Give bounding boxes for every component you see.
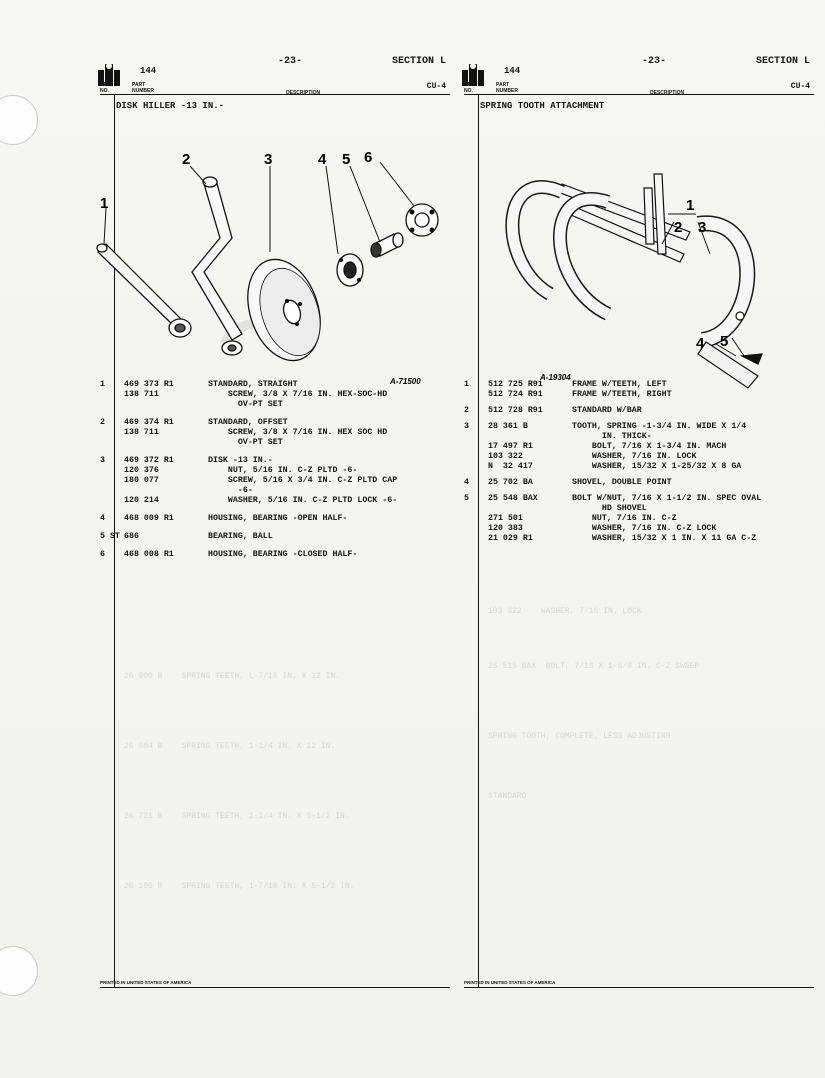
parts-entry	[100, 418, 450, 448]
parts-row	[464, 462, 814, 472]
parts-entry	[464, 422, 814, 472]
part-description: NUT, 7/16 IN. C-Z	[572, 514, 677, 523]
ref-number: 2	[100, 418, 105, 427]
header-rule	[464, 94, 814, 95]
bleed-through-text: STANDARD	[488, 792, 527, 801]
part-number: N 32 417	[488, 462, 533, 471]
part-description: SCREW, 3/8 X 7/16 IN. HEX SOC HD	[208, 428, 388, 437]
callout-2: 2	[674, 219, 683, 236]
part-number: 469 373 R1	[124, 380, 174, 389]
parts-entry	[100, 550, 450, 560]
parts-entry	[100, 532, 450, 542]
part-number: 28 361 B	[488, 422, 528, 431]
part-description: OV-PT SET	[208, 400, 283, 409]
part-description: DISK -13 IN.-	[208, 456, 273, 465]
bleed-through-text: 103 322 WASHER, 7/16 IN. LOCK	[488, 607, 642, 616]
part-number: 686	[124, 532, 139, 541]
part-description: -6-	[208, 486, 253, 495]
callout-4: 4	[318, 151, 327, 168]
parts-row	[100, 400, 450, 410]
part-number: 138 711	[124, 428, 159, 437]
parts-row	[100, 390, 450, 400]
part-number: 138 711	[124, 390, 159, 399]
parts-row	[464, 452, 814, 462]
parts-row	[100, 466, 450, 476]
part-description: SCREW, 5/16 X 3/4 IN. C-Z PLTD CAP	[208, 476, 398, 485]
parts-row	[464, 478, 814, 488]
part-number: 271 501	[488, 514, 523, 523]
part-description: WASHER, 15/32 X 1 IN. X 11 GA C-Z	[572, 534, 757, 543]
parts-row	[464, 422, 814, 432]
callout-3: 3	[264, 151, 273, 168]
page-number: -23-	[642, 56, 667, 67]
parts-row	[464, 442, 814, 452]
part-number: 180 077	[124, 476, 159, 485]
spring-tooth-figure	[458, 144, 814, 394]
parts-row	[100, 438, 450, 448]
disk-hiller-figure	[94, 144, 450, 394]
bleed-through-text: 26 105 B SPRING TEETH, 1-7/16 IN. X 5-1/2 IN.	[124, 882, 355, 891]
parts-entry	[464, 478, 814, 488]
part-number: 468 008 R1	[124, 550, 174, 559]
part-description: HOUSING, BEARING -CLOSED HALF-	[208, 550, 358, 559]
ref-number: 3	[464, 422, 469, 431]
header-rule	[100, 94, 450, 95]
ref-number: 2	[464, 406, 469, 415]
ref-number: 6	[100, 550, 105, 559]
col-header-part: PART NUMBER	[132, 82, 154, 94]
part-number: 469 374 R1	[124, 418, 174, 427]
part-description: IN. THICK-	[572, 432, 652, 441]
catalog-code: CU-4	[426, 82, 446, 91]
part-description: BEARING, BALL	[208, 532, 273, 541]
right-column	[458, 52, 814, 987]
parts-row	[464, 514, 814, 524]
part-description: NUT, 5/16 IN. C-Z PLTD -6-	[208, 466, 358, 475]
parts-row	[100, 476, 450, 486]
footer-rule	[464, 987, 814, 988]
col-header-ref: REF. NO.	[464, 82, 475, 94]
callout-5: 5	[342, 151, 351, 168]
binder-hole-bottom	[0, 946, 38, 996]
part-description: FRAME W/TEETH, RIGHT	[572, 390, 672, 399]
footer-rule	[100, 987, 450, 988]
parts-row	[100, 380, 450, 390]
part-description: WASHER, 7/16 IN. C-Z LOCK	[572, 524, 717, 533]
part-number: 25 702 BA	[488, 478, 533, 487]
bleed-through-text: 26 604 B SPRING TEETH, 1-1/4 IN. X 12 IN.	[124, 742, 336, 751]
ref-number: 4	[464, 478, 469, 487]
parts-entry	[100, 380, 450, 410]
col-header-description: DESCRIPTION	[286, 90, 321, 96]
callout-5: 5	[720, 333, 729, 350]
parts-list-left	[100, 380, 450, 568]
parts-row	[464, 390, 814, 400]
part-description: SHOVEL, DOUBLE POINT	[572, 478, 672, 487]
part-number: 21 029 R1	[488, 534, 533, 543]
part-description: WASHER, 15/32 X 1-25/32 X 8 GA	[572, 462, 742, 471]
section-label: SECTION L	[755, 56, 810, 67]
binder-hole-top	[0, 95, 38, 145]
parts-row	[100, 514, 450, 524]
parts-row	[100, 456, 450, 466]
callout-leaders	[104, 162, 414, 254]
bearing-housing-open-drawing	[337, 254, 363, 286]
header-number: 144	[140, 66, 157, 76]
part-number: 512 725 R91	[488, 380, 543, 389]
header-number: 144	[504, 66, 521, 76]
parts-row	[100, 550, 450, 560]
callout-1: 1	[686, 197, 695, 214]
col-header-description: DESCRIPTION	[650, 90, 685, 96]
part-description: STANDARD W/BAR	[572, 406, 642, 415]
parts-row	[464, 494, 814, 504]
parts-entry	[100, 514, 450, 524]
catalog-code: CU-4	[790, 82, 810, 91]
parts-row	[100, 428, 450, 438]
parts-entry	[464, 380, 814, 400]
printed-in-usa: PRINTED IN UNITED STATES OF AMERICA	[100, 980, 192, 985]
callout-6: 6	[364, 149, 373, 166]
parts-row	[464, 406, 814, 416]
col-header-part: PART NUMBER	[496, 82, 518, 94]
ref-number: 3	[100, 456, 105, 465]
part-number: 512 724 R91	[488, 390, 543, 399]
callout-3: 3	[698, 219, 707, 236]
bleed-through-text: 25 515 BAX BOLT, 7/16 X 1-5/8 IN. C-Z SWEEP	[488, 662, 700, 671]
part-number: 120 383	[488, 524, 523, 533]
figure-code: A-19304	[540, 373, 571, 382]
bearing-housing-closed-drawing	[406, 204, 438, 236]
bleed-through-text: SPRING TOOTH, COMPLETE, LESS ADJUSTING	[488, 732, 671, 741]
parts-row	[464, 432, 814, 442]
part-description: BOLT, 7/16 X 1-3/4 IN. MACH	[572, 442, 727, 451]
part-number: 468 009 R1	[124, 514, 174, 523]
parts-row	[464, 534, 814, 544]
part-description: SCREW, 3/8 X 7/16 IN. HEX-SOC-HD	[208, 390, 388, 399]
section-heading: SPRING TOOTH ATTACHMENT	[480, 101, 605, 111]
bleed-through-text: 26 721 B SPRING TEETH, 1-1/4 IN. X 5-1/2 IN.	[124, 812, 350, 821]
part-description: HOUSING, BEARING -OPEN HALF-	[208, 514, 348, 523]
parts-row	[464, 524, 814, 534]
part-description: WASHER, 7/16 IN. LOCK	[572, 452, 697, 461]
printed-in-usa: PRINTED IN UNITED STATES OF AMERICA	[464, 980, 556, 985]
parts-row	[100, 532, 450, 542]
part-description: HD SHOVEL	[572, 504, 647, 513]
part-number: 469 372 R1	[124, 456, 174, 465]
offset-standard-drawing	[192, 177, 242, 355]
parts-row	[100, 486, 450, 496]
parts-entry	[100, 456, 450, 506]
ref-number: 1	[100, 380, 105, 389]
page-number: -23-	[278, 56, 303, 67]
section-heading: DISK HILLER -13 IN.-	[116, 101, 225, 111]
callout-2: 2	[182, 151, 191, 168]
part-description: STANDARD, STRAIGHT	[208, 380, 298, 389]
left-column	[94, 52, 450, 987]
parts-row	[100, 418, 450, 428]
parts-entry	[464, 406, 814, 416]
part-description: FRAME W/TEETH, LEFT	[572, 380, 667, 389]
ref-number: 4	[100, 514, 105, 523]
parts-entry	[464, 494, 814, 544]
ref-number: 1	[464, 380, 469, 389]
callout-1: 1	[100, 195, 109, 212]
part-description: WASHER, 5/16 IN. C-Z PLTD LOCK -6-	[208, 496, 398, 505]
part-description: OV-PT SET	[208, 438, 283, 447]
part-number: 120 376	[124, 466, 159, 475]
part-number: 120 214	[124, 496, 159, 505]
part-number: 25 548 BAX	[488, 494, 538, 503]
ref-number: 5	[464, 494, 469, 503]
section-label: SECTION L	[391, 56, 446, 67]
parts-row	[100, 496, 450, 506]
part-description: BOLT W/NUT, 7/16 X 1-1/2 IN. SPEC OVAL	[572, 494, 762, 503]
part-description: STANDARD, OFFSET	[208, 418, 288, 427]
part-number: 17 497 R1	[488, 442, 533, 451]
parts-list-right	[464, 380, 814, 550]
bleed-through-text: 26 900 B SPRING TEETH, L-7/16 IN. X 12 IN.	[124, 672, 341, 681]
part-description: TOOTH, SPRING -1-3/4 IN. WIDE X 1/4	[572, 422, 747, 431]
figure-code: A-71500	[390, 377, 421, 386]
callout-4: 4	[696, 335, 705, 352]
disk-drawing	[236, 250, 333, 370]
part-number: 103 322	[488, 452, 523, 461]
part-number: 512 728 R91	[488, 406, 543, 415]
col-header-ref: REF. NO.	[100, 82, 111, 94]
ref-number: 5 ST	[100, 532, 120, 541]
parts-row	[464, 380, 814, 390]
straight-standard-drawing	[97, 244, 191, 337]
ball-bearing-drawing	[371, 233, 403, 257]
parts-row	[464, 504, 814, 514]
frame-drawing	[558, 174, 690, 262]
